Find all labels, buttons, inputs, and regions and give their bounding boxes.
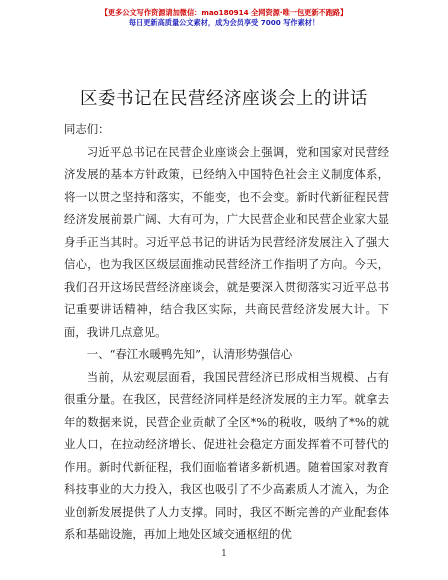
paragraph-section-1: 当前，从宏观层面看，我国民营经济已形成相当规模、占有很重分量。在我区，民营经济同样是经济发展的主力军。就拿去年的数据来说，民营企业贡献了全区*%的税收，吸纳了*%的就业人口，在拉动经济增长、促进社会稳定方面发挥着不可替代的作用。新时代新征程，我们面临着诸多新机遇。随着国家对教育科技事业的大力投入，我区也吸引了不少高素质人才流入，为企业创新发展提供了人力支撑。同时，我区不断完善的产业配套体系和基础设施，再加上地处区域交通枢纽的优 — [64, 369, 389, 541]
paragraph-intro: 习近平总书记在民营企业座谈会上强调，党和国家对民营经济发展的基本方针政策，已经纳入中国特色社会主义制度体系，将一以贯之坚持和落实，不能变，也不会变。新时代新征程民营经济发展前景广阔、大有可为，广大民营企业和民营企业家大显身手正当其时。习近平总书记的讲话为民营经济发展注入了强大信心，也为我区区级层面推动民营经济工作指明了方向。今天，我们召开这场民营经济座谈会，就是要深入贯彻落实习近平总书记重要讲话精神，结合我区实际，共商民营经济发展大计。下面，我讲几点意见。 — [64, 144, 389, 339]
section-heading-1: 一、“春江水暖鸭先知”，认清形势强信心 — [86, 347, 293, 361]
banner-line-membership: 每日更新高质量公文素材，成为会员享受 7000 写作素材！ — [128, 18, 320, 27]
page-number: 1 — [221, 549, 227, 559]
header-banner — [0, 8, 448, 28]
document-title: 区委书记在民营经济座谈会上的讲话 — [80, 89, 368, 109]
greeting: 同志们： — [64, 122, 110, 136]
banner-line-promo: 【更多公文写作资源请加微信：mao180914 全网资源·唯一包更新不跑路】 — [100, 8, 348, 17]
document-body — [64, 118, 389, 546]
